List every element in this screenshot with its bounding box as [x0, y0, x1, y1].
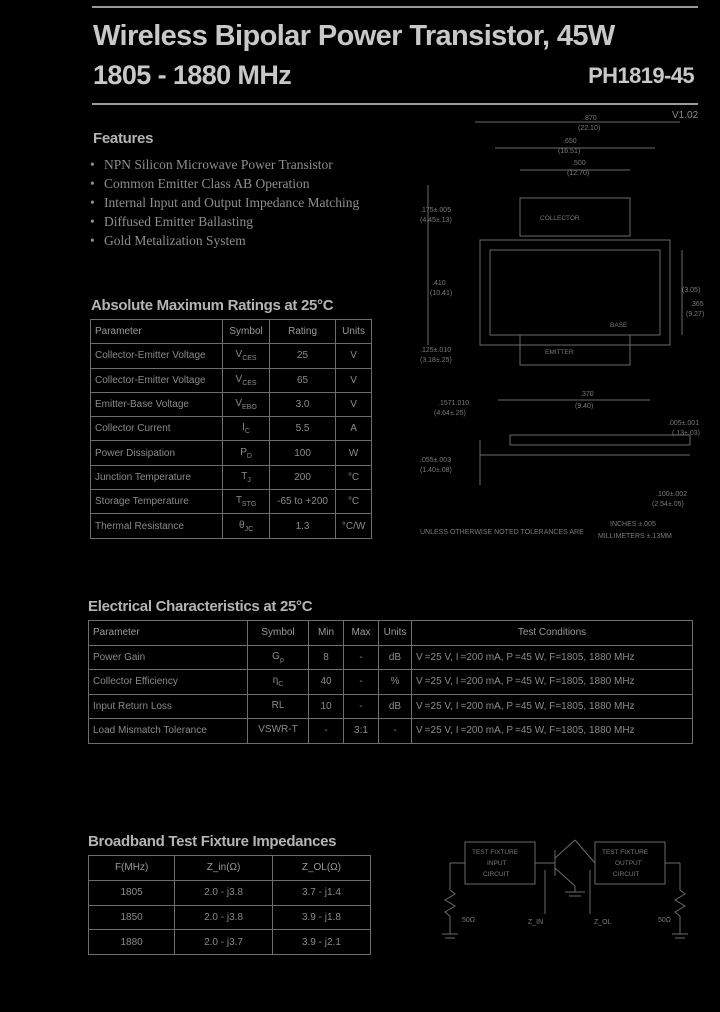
- bullet-icon: •: [90, 233, 95, 248]
- dim-label: (12.70): [567, 170, 590, 177]
- table-row: [91, 441, 372, 465]
- dim-label: (4.64±.25): [434, 410, 466, 417]
- cell-symbol: $V_{CES}$: [223, 344, 270, 368]
- feature-text: NPN Silicon Microwave Power Transistor: [104, 157, 333, 172]
- cell-rating: 1.3: [269, 514, 335, 538]
- input-resistor-label: 50Ω: [462, 917, 476, 924]
- dim-label: .370: [580, 391, 594, 398]
- cell-conditions: V =25 V, I =200 mA, P =45 W, F=1805, 1880 MHz: [412, 694, 693, 719]
- package-body: [480, 240, 670, 345]
- cell-zin: 2.0 - j3.7: [175, 930, 273, 955]
- version-label: V1.02: [672, 110, 699, 121]
- base-label: BASE: [610, 322, 628, 329]
- tolerance-note: UNLESS OTHERWISE NOTED TOLERANCES ARE: [420, 529, 584, 536]
- cell-min: 10: [309, 694, 344, 719]
- cell-max: 3:1: [344, 719, 379, 744]
- cell-symbol: $G_p$: [248, 645, 309, 670]
- cell-parameter: Collector-Emitter Voltage: [91, 368, 223, 392]
- feature-text: Internal Input and Output Impedance Matching: [104, 195, 360, 210]
- dim-label: .125±.010: [420, 347, 452, 354]
- table-row: [89, 719, 693, 744]
- cell-symbol: VSWR-T: [248, 719, 309, 744]
- dim-label: (3.18±.25): [420, 357, 452, 364]
- cell-units: W: [336, 441, 372, 465]
- cell-rating: 100: [269, 441, 335, 465]
- header-rule: [92, 103, 698, 105]
- page-title: Wireless Bipolar Power Transistor, 45W: [93, 20, 615, 52]
- broadband-heading: Broadband Test Fixture Impedances: [88, 833, 337, 850]
- table-row: [89, 930, 371, 955]
- cell-rating: 65: [269, 368, 335, 392]
- output-resistor-label: 50Ω: [658, 917, 672, 924]
- broadband-table: [88, 855, 371, 955]
- cell-units: -: [379, 719, 412, 744]
- dim-label: (22.10): [578, 125, 601, 132]
- cell-freq: 1805: [89, 880, 175, 905]
- table-row: [89, 694, 693, 719]
- col-header: Test Conditions: [412, 621, 693, 646]
- transistor-collector: [555, 840, 575, 858]
- feature-text: Common Emitter Class AB Operation: [104, 176, 310, 191]
- cell-zin: 2.0 - j3.8: [175, 880, 273, 905]
- package-lid: [490, 250, 660, 335]
- dim-label: .175±.005: [420, 207, 452, 214]
- input-box-label: TEST FIXTURE: [472, 849, 519, 856]
- cell-max: -: [344, 645, 379, 670]
- emitter-label: EMITTER: [545, 349, 574, 356]
- dim-label: .650: [563, 138, 577, 145]
- table-row: [91, 490, 372, 514]
- test-fixture-circuit: [440, 830, 700, 950]
- cell-max: -: [344, 670, 379, 695]
- cell-max: -: [344, 694, 379, 719]
- cell-min: 40: [309, 670, 344, 695]
- side-view-body: [510, 435, 690, 445]
- input-box-label: CIRCUIT: [483, 871, 510, 878]
- cell-symbol: $I_C$: [223, 417, 270, 441]
- bullet-icon: •: [90, 157, 95, 172]
- cell-conditions: V =25 V, I =200 mA, P =45 W, F=1805, 1880 MHz: [412, 645, 693, 670]
- dim-label: .870: [583, 115, 597, 122]
- col-header: Symbol: [223, 320, 270, 344]
- cell-min: 8: [309, 645, 344, 670]
- dim-label: .500: [572, 160, 586, 167]
- cell-symbol: RL: [248, 694, 309, 719]
- emitter-lead: [520, 335, 630, 365]
- input-box-label: INPUT: [487, 860, 507, 867]
- cell-parameter: Emitter-Base Voltage: [91, 392, 223, 416]
- table-row: [89, 880, 371, 905]
- table-row: [91, 392, 372, 416]
- feature-text: Gold Metalization System: [104, 233, 246, 248]
- cell-symbol: $V_{EBO}$: [223, 392, 270, 416]
- feature-text: Diffused Emitter Ballasting: [104, 214, 253, 229]
- cell-zol: 3.9 - j2.1: [272, 930, 370, 955]
- cell-parameter: Thermal Resistance: [91, 514, 223, 538]
- cell-units: %: [379, 670, 412, 695]
- cell-symbol: $T_J$: [223, 465, 270, 489]
- cell-symbol: $V_{CES}$: [223, 368, 270, 392]
- bullet-icon: •: [90, 195, 95, 210]
- feature-item: [90, 174, 359, 193]
- dim-label: (2.54±.05): [652, 501, 684, 508]
- output-box-label: CIRCUIT: [613, 871, 640, 878]
- col-header: Parameter: [91, 320, 223, 344]
- cell-units: V: [336, 392, 372, 416]
- cell-symbol: $P_D$: [223, 441, 270, 465]
- table-header-row: [89, 621, 693, 646]
- cell-parameter: Load Mismatch Tolerance: [89, 719, 248, 744]
- cell-units: °C: [336, 465, 372, 489]
- dim-label: .055±.003: [420, 457, 452, 464]
- col-header: Max: [344, 621, 379, 646]
- top-rule: [92, 6, 698, 8]
- dim-label: (4.45±.13): [420, 217, 452, 224]
- cell-conditions: V =25 V, I =200 mA, P =45 W, F=1805, 1880 MHz: [412, 719, 693, 744]
- dim-label: (9.27): [686, 311, 705, 318]
- cell-units: °C: [336, 490, 372, 514]
- zol-label: Z_OL: [594, 919, 612, 926]
- cell-zin: 2.0 - j3.8: [175, 905, 273, 930]
- cell-min: -: [309, 719, 344, 744]
- col-header: Units: [379, 621, 412, 646]
- cell-freq: 1880: [89, 930, 175, 955]
- cell-units: dB: [379, 645, 412, 670]
- table-header-row: [89, 856, 371, 881]
- cell-units: V: [336, 344, 372, 368]
- dim-label: .1571.010: [438, 400, 470, 407]
- output-resistor: [675, 890, 685, 916]
- cell-units: V: [336, 368, 372, 392]
- cell-rating: 3.0: [269, 392, 335, 416]
- cell-symbol: $\eta_C$: [248, 670, 309, 695]
- dim-label: (10.41): [430, 290, 453, 297]
- cell-zol: 3.9 - j1.8: [272, 905, 370, 930]
- dim-label: .005±.001: [668, 420, 700, 427]
- cell-conditions: V =25 V, I =200 mA, P =45 W, F=1805, 1880 MHz: [412, 670, 693, 695]
- cell-parameter: Power Dissipation: [91, 441, 223, 465]
- wire: [575, 840, 595, 863]
- feature-item: [90, 231, 359, 250]
- cell-units: dB: [379, 694, 412, 719]
- col-header: Z_OL(Ω): [272, 856, 370, 881]
- cell-rating: 5.5: [269, 417, 335, 441]
- cell-parameter: Power Gain: [89, 645, 248, 670]
- cell-units: °C/W: [336, 514, 372, 538]
- feature-item: [90, 155, 359, 174]
- cell-symbol: $T_{STG}$: [223, 490, 270, 514]
- table-header-row: [91, 320, 372, 344]
- col-header: Z_in(Ω): [175, 856, 273, 881]
- tolerance-mm: MILLIMETERS ±.13MM: [598, 533, 672, 540]
- dim-label: (16.51): [558, 148, 581, 155]
- output-box-label: TEST FIXTURE: [602, 849, 649, 856]
- col-header: Symbol: [248, 621, 309, 646]
- table-row: [89, 645, 693, 670]
- table-row: [91, 344, 372, 368]
- feature-item: [90, 212, 359, 231]
- table-row: [91, 368, 372, 392]
- bullet-icon: •: [90, 176, 95, 191]
- electrical-heading: Electrical Characteristics at 25°C: [88, 598, 313, 615]
- cell-zol: 3.7 - j1.4: [272, 880, 370, 905]
- input-resistor: [445, 890, 455, 916]
- dim-label: (3.05): [682, 287, 701, 294]
- col-header: Units: [336, 320, 372, 344]
- col-header: F(MHz): [89, 856, 175, 881]
- cell-rating: 25: [269, 344, 335, 368]
- electrical-table: [88, 620, 693, 744]
- dim-label: (9.40): [575, 403, 594, 410]
- table-row: [89, 905, 371, 930]
- cell-rating: -65 to +200: [269, 490, 335, 514]
- cell-symbol: $\theta_{JC}$: [223, 514, 270, 538]
- cell-parameter: Collector-Emitter Voltage: [91, 344, 223, 368]
- dim-label: .100±.002: [656, 491, 688, 498]
- dim-label: (.13±.03): [672, 430, 700, 437]
- frequency-range: 1805 - 1880 MHz: [93, 60, 292, 90]
- features-list: [90, 155, 359, 250]
- cell-parameter: Junction Temperature: [91, 465, 223, 489]
- features-heading: Features: [93, 130, 154, 147]
- collector-label: COLLECTOR: [540, 215, 580, 222]
- cell-parameter: Input Return Loss: [89, 694, 248, 719]
- feature-item: [90, 193, 359, 212]
- cell-freq: 1850: [89, 905, 175, 930]
- cell-rating: 200: [269, 465, 335, 489]
- table-row: [91, 465, 372, 489]
- col-header: Rating: [269, 320, 335, 344]
- cell-parameter: Storage Temperature: [91, 490, 223, 514]
- package-outline-drawing: [420, 110, 710, 550]
- dim-label: .365: [690, 301, 704, 308]
- output-box-label: OUTPUT: [615, 860, 642, 867]
- cell-units: A: [336, 417, 372, 441]
- table-row: [89, 670, 693, 695]
- transistor-emitter: [555, 868, 575, 886]
- dim-label: (1.40±.08): [420, 467, 452, 474]
- abs-max-heading: Absolute Maximum Ratings at 25°C: [91, 297, 334, 314]
- dim-label: .410: [432, 280, 446, 287]
- abs-max-table: [90, 319, 372, 539]
- table-row: [91, 514, 372, 538]
- part-number: PH1819-45: [588, 63, 694, 88]
- col-header: Min: [309, 621, 344, 646]
- table-row: [91, 417, 372, 441]
- cell-parameter: Collector Efficiency: [89, 670, 248, 695]
- bullet-icon: •: [90, 214, 95, 229]
- cell-parameter: Collector Current: [91, 417, 223, 441]
- zin-label: Z_IN: [528, 919, 544, 926]
- col-header: Parameter: [89, 621, 248, 646]
- tolerance-inches: INCHES ±.005: [610, 521, 656, 528]
